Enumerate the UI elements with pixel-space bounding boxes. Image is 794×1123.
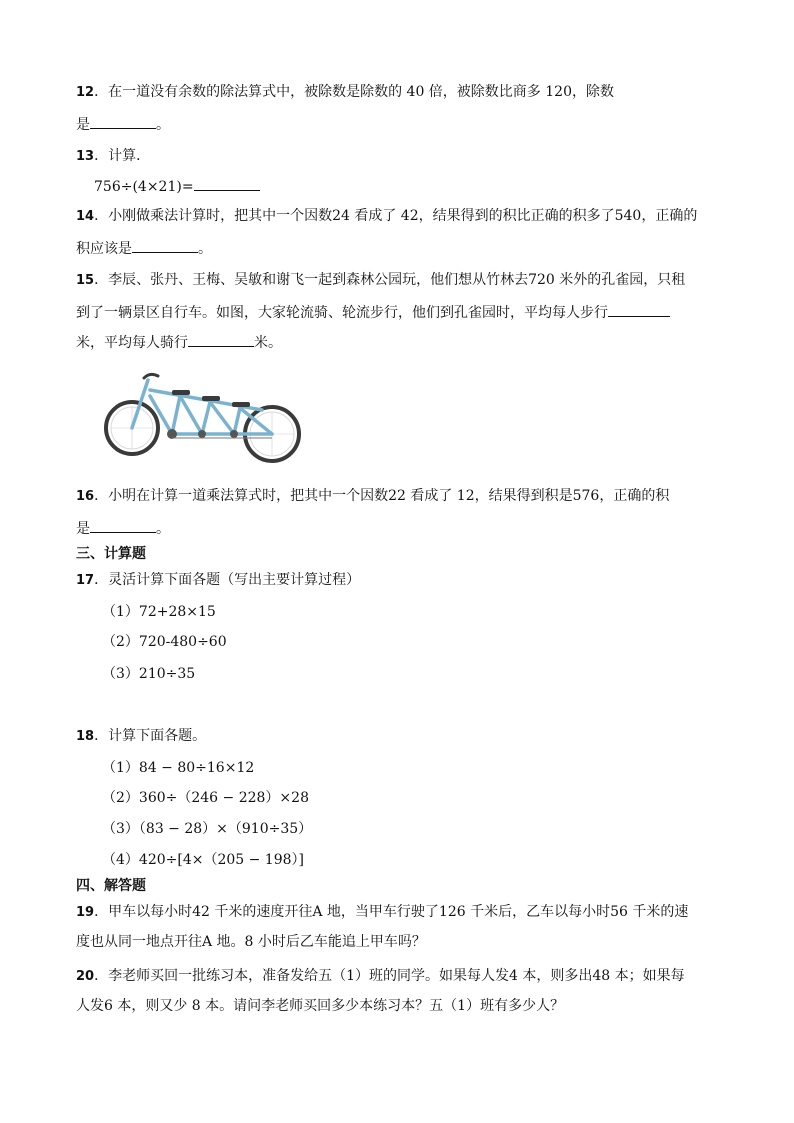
question-text: 。 <box>198 241 212 257</box>
question-20-line-2: 人发6 本，则又少 8 本。请问李老师买回多少本练习本？五（1）班有多少人？ <box>76 998 565 1014</box>
question-15-line-3 <box>76 332 282 353</box>
question-14-line-1 <box>76 206 697 227</box>
section-heading-4: 四、解答题 <box>76 878 146 894</box>
tandem-bicycle-image <box>102 370 304 472</box>
question-text: ．李辰、张丹、王梅、吴敏和谢飞一起到森林公园玩，他们想从竹林去720 米外的孔雀园，只租 <box>94 272 686 288</box>
question-text: ．小刚做乘法计算时，把其中一个因数24 看成了 42，结果得到的积比正确的积多了540，正确的 <box>94 208 698 224</box>
question-text: ．灵活计算下面各题（写出主要计算过程） <box>94 572 361 588</box>
question-text: ．甲车以每小时42 千米的速度开往A 地，当甲车行驶了126 千米后，乙车以每小时56 千米的速 <box>94 904 689 920</box>
answer-blank[interactable] <box>608 302 670 317</box>
question-text: 。 <box>156 521 170 537</box>
question-text: ．计算． <box>94 148 151 164</box>
question-18-item-1: （1）84 − 80÷16×12 <box>102 760 255 776</box>
question-text: 积应该是 <box>76 241 132 257</box>
question-text: ．小明在计算一道乘法算式时，把其中一个因数22 看成了 12，结果得到积是576，正确的积 <box>94 488 670 504</box>
formula-text: 756÷(4×21)= <box>94 179 194 195</box>
answer-blank[interactable] <box>194 176 260 191</box>
question-20-line-1 <box>76 966 685 987</box>
question-number: 16 <box>76 489 95 504</box>
question-text: ．李老师买回一批练习本，准备发给五（1）班的同学。如果每人发4 本，则多出48 本；如果每 <box>94 968 685 984</box>
question-18-item-2: （2）360÷（246 − 228）×28 <box>102 790 309 806</box>
question-text: 是 <box>76 521 90 537</box>
question-19-line-1 <box>76 902 688 923</box>
question-number: 18 <box>76 729 95 744</box>
question-12-line-1 <box>76 82 614 103</box>
answer-blank[interactable] <box>188 332 254 347</box>
question-18-item-4: （4）420÷[4×（205 − 198）] <box>102 852 304 868</box>
question-text: 米。 <box>254 335 282 351</box>
question-16-line-2 <box>76 518 170 539</box>
question-text: ．计算下面各题。 <box>94 728 207 744</box>
question-13-line-1 <box>76 146 150 167</box>
answer-blank[interactable] <box>90 518 156 533</box>
question-17-item-2: （2）720-480÷60 <box>102 634 227 650</box>
question-16-line-1 <box>76 486 669 507</box>
answer-blank[interactable] <box>90 114 156 129</box>
question-text: 米，平均每人骑行 <box>76 335 188 351</box>
question-number: 20 <box>76 969 95 984</box>
question-text: 。 <box>156 117 170 133</box>
section-heading-3: 三、计算题 <box>76 546 146 562</box>
question-text: 到了一辆景区自行车。如图，大家轮流骑、轮流步行，他们到孔雀园时，平均每人步行 <box>76 305 608 321</box>
question-19-line-2: 度也从同一地点开往A 地。8 小时后乙车能追上甲车吗？ <box>76 934 426 950</box>
question-17-line-1 <box>76 570 360 591</box>
question-15-line-1 <box>76 270 685 291</box>
question-18-item-3: （3）（83 − 28）×（910÷35） <box>102 821 313 837</box>
question-number: 14 <box>76 209 95 224</box>
question-17-item-3: （3）210÷35 <box>102 666 196 682</box>
question-number: 19 <box>76 905 95 920</box>
question-12-line-2 <box>76 114 170 135</box>
question-13-formula <box>94 176 260 197</box>
question-text: 是 <box>76 117 90 133</box>
question-number: 12 <box>76 85 95 100</box>
question-17-item-1: （1）72+28×15 <box>102 604 216 620</box>
question-15-line-2 <box>76 302 670 323</box>
question-14-line-2 <box>76 238 212 259</box>
answer-blank[interactable] <box>132 238 198 253</box>
question-18-line-1 <box>76 726 206 747</box>
question-number: 17 <box>76 573 95 588</box>
question-number: 15 <box>76 273 95 288</box>
question-text: ．在一道没有余数的除法算式中，被除数是除数的 40 倍，被除数比商多 120，除数 <box>94 84 614 100</box>
question-number: 13 <box>76 149 95 164</box>
